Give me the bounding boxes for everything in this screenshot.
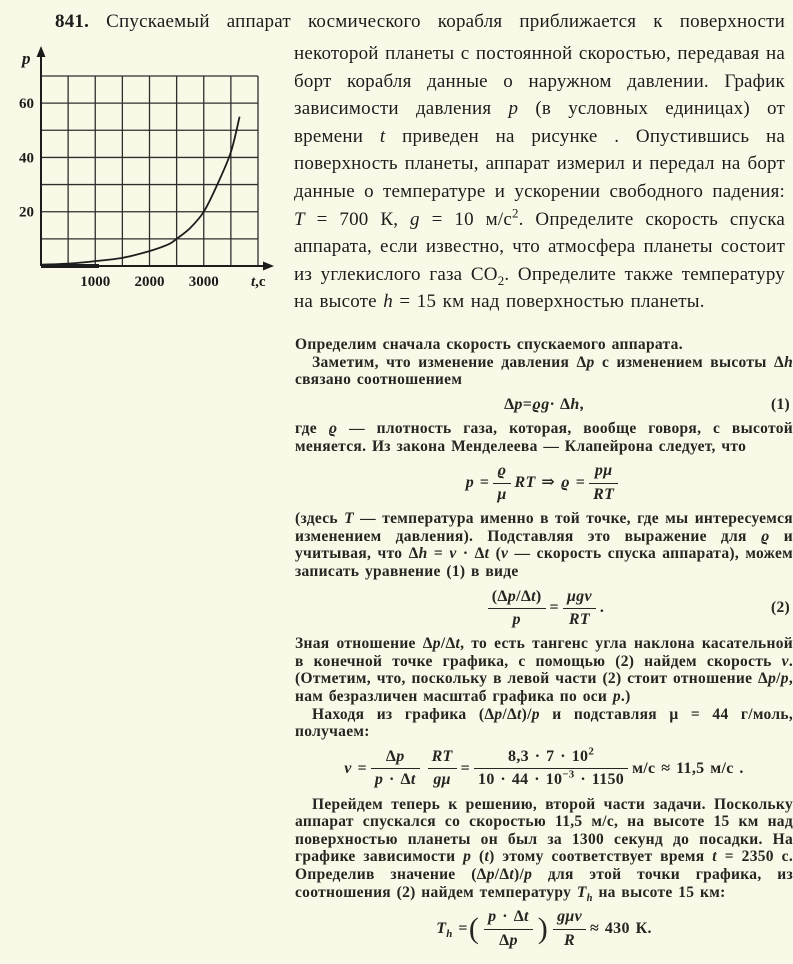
x-tick-label: 3000	[188, 274, 219, 290]
y-tick-label: 20	[19, 204, 34, 221]
solution-paragraph-1: Определим сначала скорость спускаемого аппарата.	[295, 336, 683, 353]
chart-grid	[41, 76, 258, 266]
solution-section	[295, 336, 793, 950]
y-tick-label: 40	[19, 150, 34, 167]
equation-velocity	[295, 745, 793, 790]
fraction-dpdt-p: $\frac{(\Delta p/\Delta t)}{p}$	[488, 588, 546, 630]
ideal-gas-mid: RT ⇒ ϱ =	[514, 474, 586, 492]
y-axis-arrow	[37, 46, 46, 57]
right-parenthesis: )	[537, 912, 549, 946]
equation-temperature	[295, 908, 793, 950]
fraction-pdt-dp: $\frac{p \cdot \Delta t}{\Delta p}$	[484, 908, 533, 950]
velocity-equals: =	[460, 759, 471, 777]
temperature-lhs: $T_h$ =	[436, 919, 468, 941]
equation-1-number: (1)	[771, 396, 790, 414]
problem-body	[8, 40, 785, 328]
solution-paragraph-4: (здесь T — температура именно в той точке, где мы интересуемся изменением давления). Подставляя это выражение для ϱ и учитывая, что Δh = v · Δt (v — скорость спуска аппарата), можем записать уравнение (1) в виде	[295, 510, 793, 580]
problem-statement: некоторой планеты с постоянной скоростью, передавая на борт корабля данные о наружном давлении. График зависимости давления p (в условных единицах) от времени t приведен на рисунке . Опустившись на поверхность планеты, аппарат измерил и передал на борт данные о температуре и ускорении свободного падения: T = 700 К, g = 10 $м/с^2$. Определите скорость спуска аппарата, если известно, что атмосфера планеты состоит из углекислого газа $СО_2$. Определите также температуру на высоте h = 15 км над поверхностью планеты.	[294, 43, 786, 313]
pressure-time-graph	[8, 42, 286, 328]
fraction-numeric: $\frac{8,3 \cdot 7 \cdot 10^2}{10 \cdot 44 \cdot 10^{-3} \cdot 1150}$	[474, 748, 628, 790]
equation-2-number: (2)	[771, 599, 790, 617]
equation-2-equals: =	[549, 599, 559, 617]
fraction-dp-pdt: $\frac{\Delta p}{p \cdot \Delta t}$	[371, 748, 420, 790]
problem-number: 841.	[55, 11, 90, 32]
solution-paragraph-6: Находя из графика (Δp/Δt)/p и подставляя μ = 44 г/моль, получаем:	[295, 705, 793, 741]
velocity-lhs: v =	[344, 759, 367, 777]
ideal-gas-lhs: p =	[465, 474, 490, 492]
temperature-result: ≈ 430 К.	[590, 919, 652, 937]
x-axis-title: t,с	[251, 274, 266, 290]
equation-ideal-gas	[295, 462, 793, 504]
solution-paragraph-2: Заметим, что изменение давления Δp с изменением высоты Δh связано соотношением	[295, 353, 793, 389]
x-axis-arrow	[263, 262, 274, 271]
y-axis-title: p	[22, 49, 31, 68]
problem-first-line	[55, 8, 785, 35]
solution-paragraph-3: где ϱ — плотность газа, которая, вообще говоря, с высотой меняется. Из закона Менделеева — Клапейрона следует, что	[295, 420, 793, 455]
pressure-time-chart-svg	[8, 42, 286, 300]
chart-axes	[37, 46, 275, 271]
x-tick-label: 1000	[80, 274, 111, 290]
velocity-result: м/с ≈ 11,5 м/с .	[632, 759, 744, 777]
y-tick-label: 60	[19, 96, 34, 113]
fraction-gmuv-R: $\frac{\text{gμv}}{R}$	[553, 908, 586, 950]
problem-intro: Спускаемый аппарат космического корабля приближается к поверхности	[89, 11, 785, 32]
fraction-rho-mu: $\frac{ϱ}{\mu}$	[493, 462, 510, 504]
fraction-RT-gmu: $\frac{RT}{g\mu}$	[428, 748, 457, 790]
fraction-pmu-RT: $\frac{p\mu}{RT}$	[589, 462, 618, 504]
fraction-mugv-RT: $\frac{\text{μgv}}{RT}$	[563, 588, 596, 630]
solution-paragraph-5: Зная отношение Δp/Δt, то есть тангенс угла наклона касательной в конечной точке графика, с помощью (2) найдем скорость v. (Отметим, что, поскольку в левой части (2) стоит отношение Δp/p, нам безразличен масштаб графика по оси p.)	[295, 635, 793, 706]
solution-paragraph-7: Перейдем теперь к решению, второй части задачи. Поскольку аппарат спускался со скоростью 11,5 м/с, на высоте 15 км над поверхностью планеты он был за 1300 секунд до посадки. На графике зависимости p (t) этому соответствует время t = 2350 с. Определив значение (Δp/Δt)/p для этой точки графика, из соотношения (2) найдем температуру $T_h$ на высоте 15 км:	[295, 795, 793, 904]
equation-2	[295, 588, 793, 630]
left-parenthesis: (	[468, 912, 480, 946]
x-tick-label: 2000	[134, 274, 165, 290]
pressure-curve	[41, 117, 240, 265]
equation-1-body: Δ p = ϱg · Δ h ,	[504, 395, 584, 413]
equation-1	[295, 396, 793, 414]
equation-2-tail: .	[599, 599, 605, 617]
